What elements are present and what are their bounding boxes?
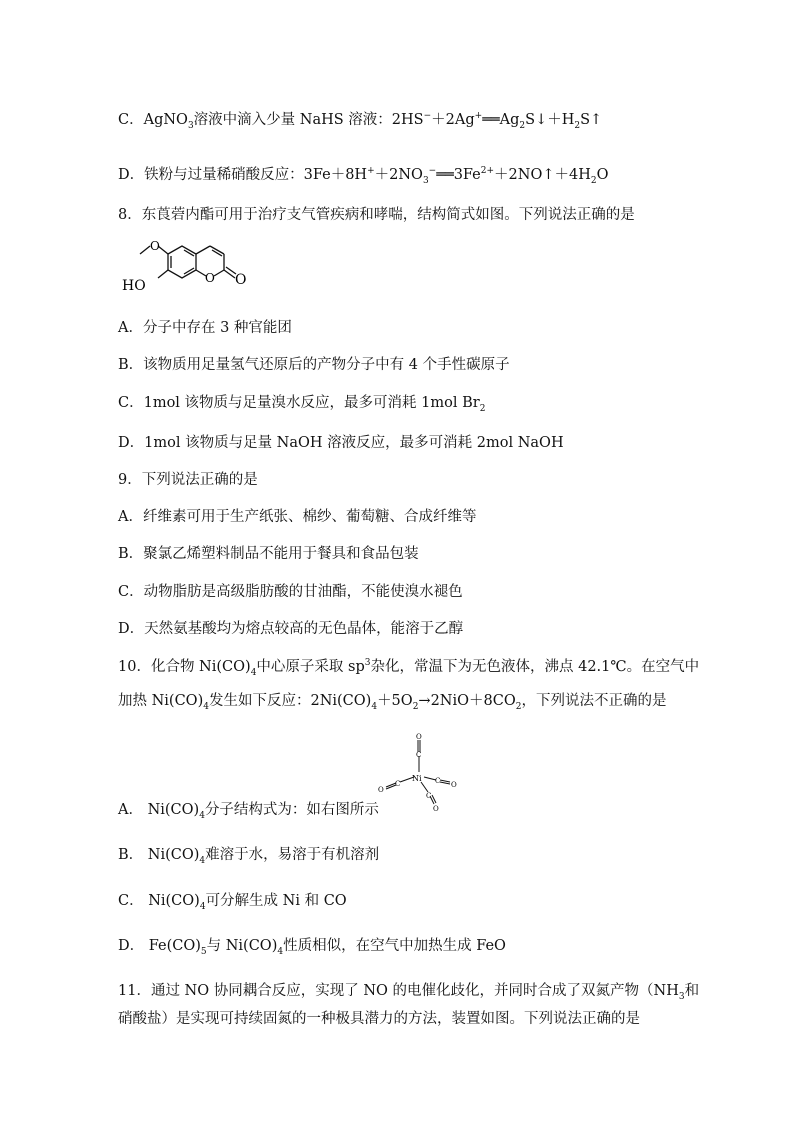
ho-label: HO (122, 278, 146, 294)
left-o-label: O (378, 786, 384, 794)
methoxy-o-label: O (150, 239, 160, 253)
q10-option-c: C． $Ni(CO)_4$可分解生成 Ni 和 CO (118, 893, 347, 912)
q10-stem-line2: 加热 $Ni(CO)_4$发生如下反应：$2Ni(CO)_4+5O_2\to 2NiO+8CO_2$，下列说法不正确的是 (118, 693, 667, 712)
q11-stem-line2: 硝酸盐）是实现可持续固氮的一种极具潜力的方法，装置如图。下列说法正确的是 (118, 1011, 640, 1027)
right-c-label: C (435, 777, 441, 785)
top-o-label: O (416, 733, 422, 741)
q8-option-d: D．1mol 该物质与足量 NaOH 溶液反应，最多可消耗 2mol NaOH (118, 435, 564, 451)
q10-option-d: D． $Fe(CO)_5$与 $Ni(CO)_4$性质相似，在空气中加热生成 FeO (118, 938, 506, 957)
q9-option-c: C．动物脂肪是高级脂肪酸的甘油酯，不能使溴水褪色 (118, 584, 463, 600)
q8-stem: 8．东莨菪内酯可用于治疗支气管疾病和哮喘，结构简式如图。下列说法正确的是 (118, 207, 635, 223)
scopoletin-structure (118, 236, 258, 298)
ni-label: Ni (412, 774, 422, 783)
q10-option-b: B． $Ni(CO)_4$难溶于水，易溶于有机溶剂 (118, 847, 380, 866)
left-c-label: C (395, 780, 401, 788)
q9-option-d: D．天然氨基酸均为熔点较高的无色晶体，能溶于乙醇 (118, 621, 464, 637)
q11-stem-line1: 11．通过 NO 协同耦合反应，实现了 NO 的电催化歧化，并同时合成了双氮产物（$NH_3$和 (118, 983, 700, 1002)
q9-stem: 9．下列说法正确的是 (118, 472, 258, 488)
q8-option-b: B．该物质用足量氢气还原后的产物分子中有 4 个手性碳原子 (118, 357, 510, 373)
bottom-c-label: C (426, 792, 432, 800)
option-c-line: C．AgNO$_3$溶液中滴入少量 NaHS 溶液：$2HS^-+2Ag^+══Ag_2S↓+H_2S↑$ (118, 111, 603, 131)
top-c-label: C (416, 751, 422, 759)
option-d-line: D．铁粉与过量稀硝酸反应：$3Fe+8H^++2NO_3^-══3Fe^{2+}+2NO↑+4H_2O$ (118, 166, 609, 186)
ring-o-label: O (205, 271, 215, 285)
q8-option-a: A．分子中存在 3 种官能团 (118, 320, 292, 336)
q10-option-a: A． $Ni(CO)_4$分子结构式为：如右图所示 (118, 802, 379, 821)
carbonyl-o-label: O (235, 272, 247, 288)
right-o-label: O (451, 781, 457, 789)
q10-stem-line1: 10．化合物 $Ni(CO)_4$中心原子采取 $sp^3$杂化，常温下为无色液体，沸点 42.1℃。在空气中 (118, 658, 700, 678)
q9-option-a: A．纤维素可用于生产纸张、棉纱、葡萄糖、合成纤维等 (118, 509, 477, 525)
q8-option-c: C．1mol 该物质与足量溴水反应，最多可消耗 1mol $Br_2$ (118, 395, 486, 414)
q9-option-b: B．聚氯乙烯塑料制品不能用于餐具和食品包装 (118, 546, 419, 562)
bottom-o-label: O (433, 805, 439, 813)
ni-co4-structure (378, 732, 464, 814)
